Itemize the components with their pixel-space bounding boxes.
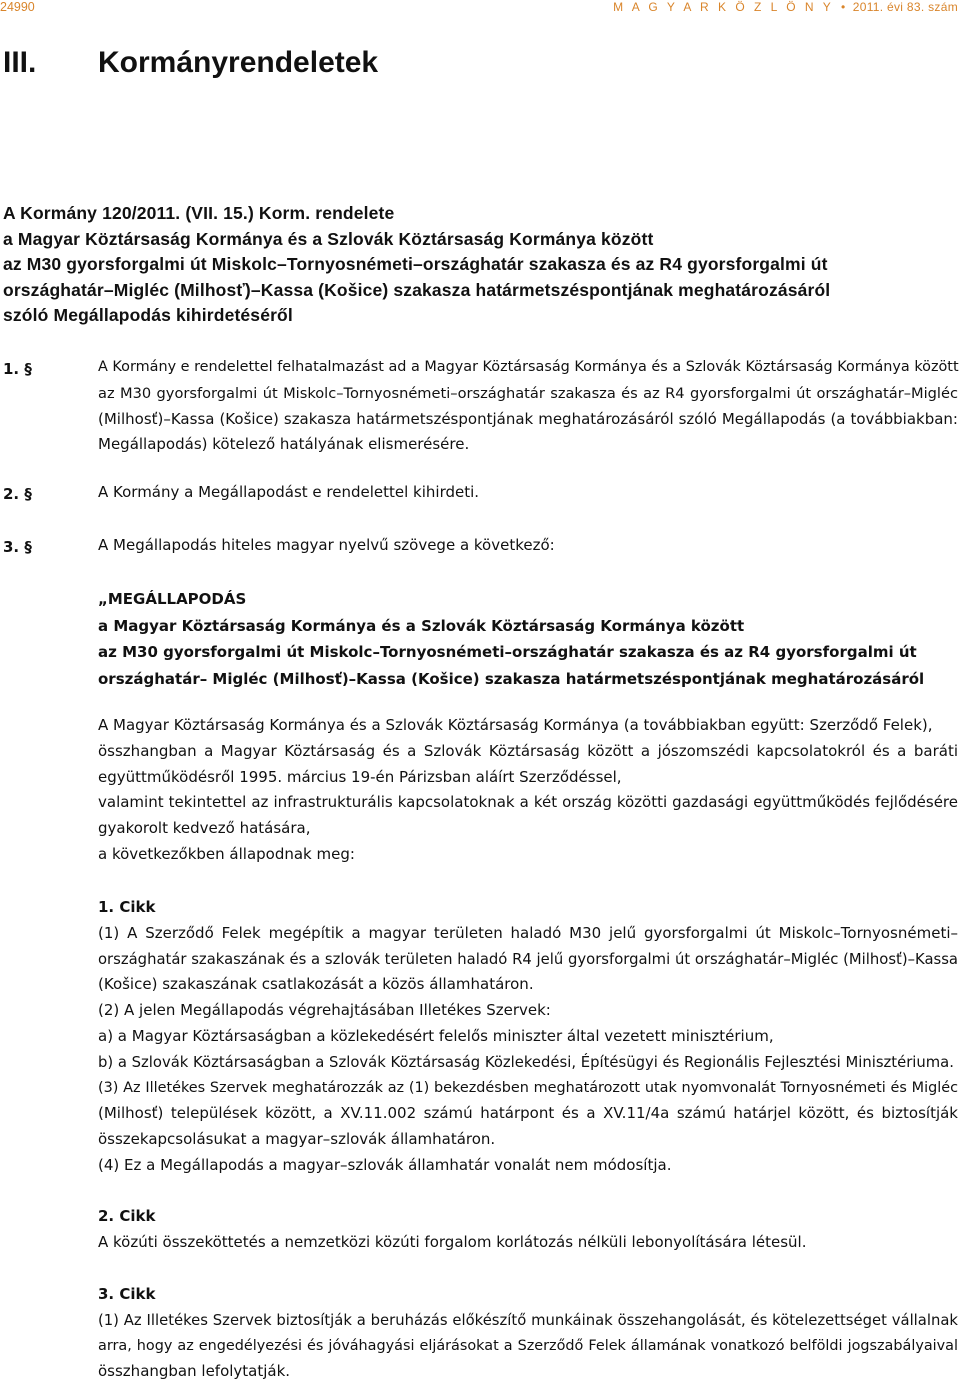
text-line: együttműködésről 1995. március 19-én Párizsban aláírt Szerződéssel, <box>98 767 622 786</box>
article-2 <box>98 1204 958 1256</box>
text-line: arra, hogy az engedélyezési és jóváhagyási eljárásokat a Szerződő Felek államának vonatkozó belföldi jogszabályaival <box>98 1337 958 1354</box>
agreement-title-line: „MEGÁLLAPODÁS <box>98 590 247 608</box>
section-number: III. <box>3 46 37 79</box>
article-title: 1. Cikk <box>98 898 156 916</box>
text-line: összhangban a Magyar Köztársaság és a Szlovák Köztársaság között a jószomszédi kapcsolatokról és a baráti <box>98 741 958 760</box>
text-line: az M30 gyorsforgalmi út Miskolc–Tornyosnémeti–országhatár szakasza és az R4 gyorsforgalmi út országhatár–Migléc <box>98 384 958 402</box>
text-line: b) a Szlovák Köztársaságban a Szlovák Köztársaság Közlekedési, Építésügyi és Regionális Fejlesztési Minisztériuma. <box>98 1053 954 1071</box>
text-line: (Milhosť)–Kassa (Košice) szakasza határmetszéspontjának meghatározásáról szóló Megállapodás (a továbbiakban: <box>98 409 958 428</box>
decree-title-line: országhatár–Migléc (Milhosť)–Kassa (Košice) szakasza határmetszéspontjának meghatározásáról <box>3 279 831 300</box>
page-number: 24990 <box>0 0 35 14</box>
text-line: A Megállapodás hiteles magyar nyelvű szövege a következő: <box>98 536 555 554</box>
text-line: (Košice) szakaszának csatlakozását a közös államhatáron. <box>98 975 534 994</box>
text-line: (1) A Szerződő Felek megépítik a magyar területen haladó M30 jelű gyorsforgalmi út Miskolc–Tornyosnémeti– <box>98 923 958 942</box>
text-line: Megállapodás) kötelező hatályának elismerésére. <box>98 435 470 454</box>
section-1-number: 1. § <box>3 360 32 378</box>
section-2-text <box>98 480 958 506</box>
journal-info: M A G Y A R K Ö Z L Ö N Y • 2011. évi 83. szám <box>613 0 958 14</box>
decree-title-line: a Magyar Köztársaság Kormánya és a Szlovák Köztársaság Kormánya között <box>3 228 654 249</box>
journal-name: M A G Y A R K Ö Z L Ö N Y <box>613 0 834 14</box>
article-title: 3. Cikk <box>98 1285 156 1303</box>
page-header <box>0 0 960 16</box>
section-3-number: 3. § <box>3 538 32 556</box>
text-line: A Kormány a Megállapodást e rendelettel kihirdeti. <box>98 483 480 501</box>
text-line: A Kormány e rendelettel felhatalmazást ad a Magyar Köztársaság Kormánya és a Szlovák Köztársaság Kormánya között <box>98 359 959 375</box>
decree-title-line: szóló Megállapodás kihirdetéséről <box>3 305 293 325</box>
text-line: a következőkben állapodnak meg: <box>98 844 355 863</box>
text-line: a) a Magyar Köztársaságban a közlekedésért felelős miniszter által vezetett minisztérium, <box>98 1026 774 1045</box>
text-line: (Milhosť) települések között, a XV.11.002 számú határpont és a XV.11/4a számú határjel között, és biztosítják <box>98 1104 958 1123</box>
article-title: 2. Cikk <box>98 1207 156 1225</box>
text-line: A Magyar Köztársaság Kormánya és a Szlovák Köztársaság Kormánya (a továbbiakban együtt: Szerződő Felek), <box>98 716 933 734</box>
text-line: (2) A jelen Megállapodás végrehajtásában Illetékes Szervek: <box>98 1001 551 1020</box>
text-line: A közúti összeköttetés a nemzetközi közúti forgalom korlátozás nélküli lebonyolítására létesül. <box>98 1232 807 1251</box>
article-3 <box>98 1282 958 1385</box>
text-line: országhatár szakaszának és a szlovák területen haladó R4 jelű gyorsforgalmi út országhatár–Migléc (Milhosť)–Kassa <box>98 950 958 968</box>
decree-title <box>3 201 953 329</box>
journal-issue: 2011. évi 83. szám <box>852 0 958 14</box>
text-line: (3) Az Illetékes Szervek meghatározzák az (1) bekezdésben meghatározott utak nyomvonalát Tornyosnémeti és Migléc <box>98 1079 958 1096</box>
decree-title-line: az M30 gyorsforgalmi út Miskolc–Tornyosnémeti–országhatár szakasza és az R4 gyorsforgalmi út <box>3 254 828 274</box>
section-2-number: 2. § <box>3 485 32 503</box>
agreement-title-line: országhatár– Migléc (Milhosť)–Kassa (Košice) szakasza határmetszéspontjának meghatározásáról <box>98 669 925 688</box>
agreement-title <box>98 586 958 692</box>
text-line: (4) Ez a Megállapodás a magyar–szlovák államhatár vonalát nem módosítja. <box>98 1155 672 1174</box>
section-title: Kormányrendeletek <box>98 46 379 79</box>
text-line: (1) Az Illetékes Szervek biztosítják a beruházás előkészítő munkáinak összehangolását, és kötelezettséget vállalnak <box>98 1311 958 1329</box>
agreement-title-line: a Magyar Köztársaság Kormánya és a Szlovák Köztársaság Kormánya között <box>98 616 745 635</box>
section-1-text <box>98 355 958 458</box>
text-line: gyakorolt kedvező hatására, <box>98 819 311 838</box>
text-line: összhangban lefolytatják. <box>98 1362 291 1381</box>
agreement-title-line: az M30 gyorsforgalmi út Miskolc–Tornyosnémeti–országhatár szakasza és az R4 gyorsforgalmi út <box>98 643 917 661</box>
article-1 <box>98 895 958 1179</box>
decree-title-line: A Kormány 120/2011. (VII. 15.) Korm. rendelete <box>3 203 395 223</box>
section-3-text <box>98 533 958 559</box>
text-line: összekapcsolásukat a magyar–szlovák államhatáron. <box>98 1130 496 1149</box>
text-line: valamint tekintettel az infrastrukturális kapcsolatoknak a két ország közötti gazdasági együttműködés fejlődésére <box>98 793 958 812</box>
agreement-preamble <box>98 713 958 868</box>
